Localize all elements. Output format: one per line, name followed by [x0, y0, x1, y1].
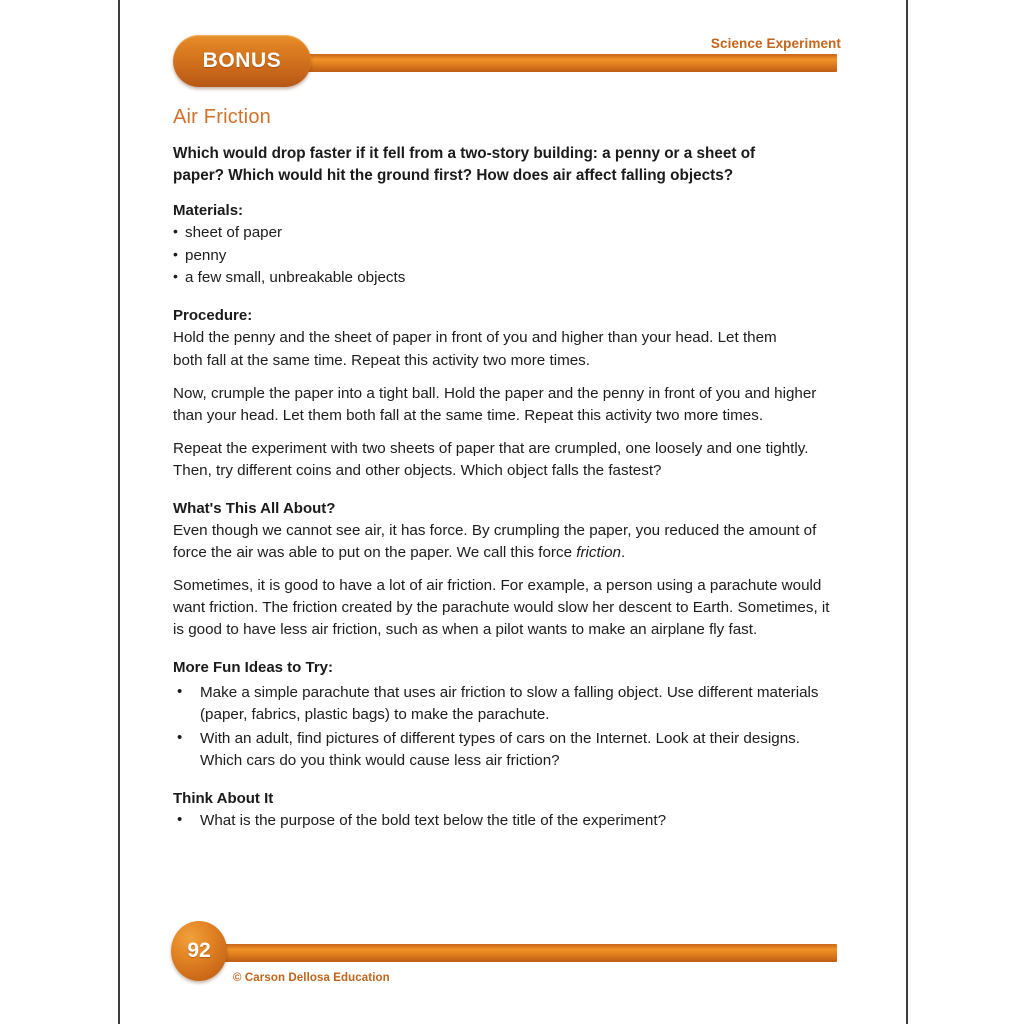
- procedure-heading: Procedure:: [173, 307, 253, 325]
- materials-heading: Materials:: [173, 202, 244, 220]
- think-about-it-heading: Think About It: [173, 789, 274, 807]
- explanation-text-lead: Even though we cannot see air, it has force. By crumpling the paper, you reduced the amount of force the air was able to put on the paper. We call this force: [173, 521, 817, 561]
- procedure-paragraph: Now, crumple the paper into a tight ball. Hold the paper and the penny in front of you and higher than your head. Let them both fall at the same time. Repeat this activity two more times.: [173, 384, 817, 424]
- header-bar-graphic: [223, 54, 837, 72]
- page-left-border-rule: [118, 0, 120, 1024]
- explanation-paragraph: Sometimes, it is good to have a lot of air friction. For example, a person using a parachute would want friction. The friction created by the parachute would slow her descent to Earth. Sometimes, it is good to have less air friction, such as when a pilot wants to make an airplane fly fast.: [173, 576, 830, 638]
- section-kicker: Science Experiment: [710, 36, 841, 51]
- activity-title: Air Friction: [173, 106, 271, 128]
- more-ideas-list: [173, 682, 837, 772]
- list-item: • penny: [173, 245, 837, 267]
- materials-list: [173, 222, 837, 289]
- page-number: 92: [187, 939, 211, 962]
- footer-bar-graphic: [213, 944, 837, 962]
- page-content-column: [173, 0, 841, 1024]
- procedure-paragraph: Hold the penny and the sheet of paper in front of you and higher than your head. Let them both fall at the same time. Repeat this activity two more times.: [173, 329, 777, 369]
- list-item: • What is the purpose of the bold text below the title of the experiment?: [173, 810, 838, 832]
- bonus-badge-label: BONUS: [202, 49, 282, 72]
- bonus-badge: [173, 35, 311, 87]
- header-band: [173, 49, 837, 72]
- copyright-credit: © Carson Dellosa Education: [233, 972, 390, 984]
- glossary-term-friction: friction: [576, 543, 621, 561]
- lead-question: Which would drop faster if it fell from a two-story building: a penny or a sheet of paper? Which would hit the ground first? How does air affect falling objects?: [173, 145, 756, 184]
- more-ideas-heading: More Fun Ideas to Try:: [173, 658, 334, 676]
- explanation-text-tail: .: [621, 543, 626, 561]
- page-right-border-rule: [906, 0, 908, 1024]
- procedure-paragraph: Repeat the experiment with two sheets of paper that are crumpled, one loosely and one tightly. Then, try different coins and other objects. Which object falls the fastest?: [173, 439, 809, 479]
- list-item: • sheet of paper: [173, 222, 837, 244]
- think-about-it-list: [173, 810, 837, 832]
- list-item: • Make a simple parachute that uses air friction to slow a falling object. Use different materials (paper, fabrics, plastic bags) to make the parachute.: [173, 682, 838, 726]
- list-item: • With an adult, find pictures of different types of cars on the Internet. Look at their designs. Which cars do you think would cause less air friction?: [173, 728, 838, 772]
- explanation-paragraph: [173, 520, 833, 564]
- page-number-badge: [171, 921, 227, 981]
- list-item: • a few small, unbreakable objects: [173, 267, 837, 289]
- explanation-heading: What's This All About?: [173, 499, 336, 517]
- body-flow: [173, 143, 837, 834]
- footer-band: [173, 939, 837, 962]
